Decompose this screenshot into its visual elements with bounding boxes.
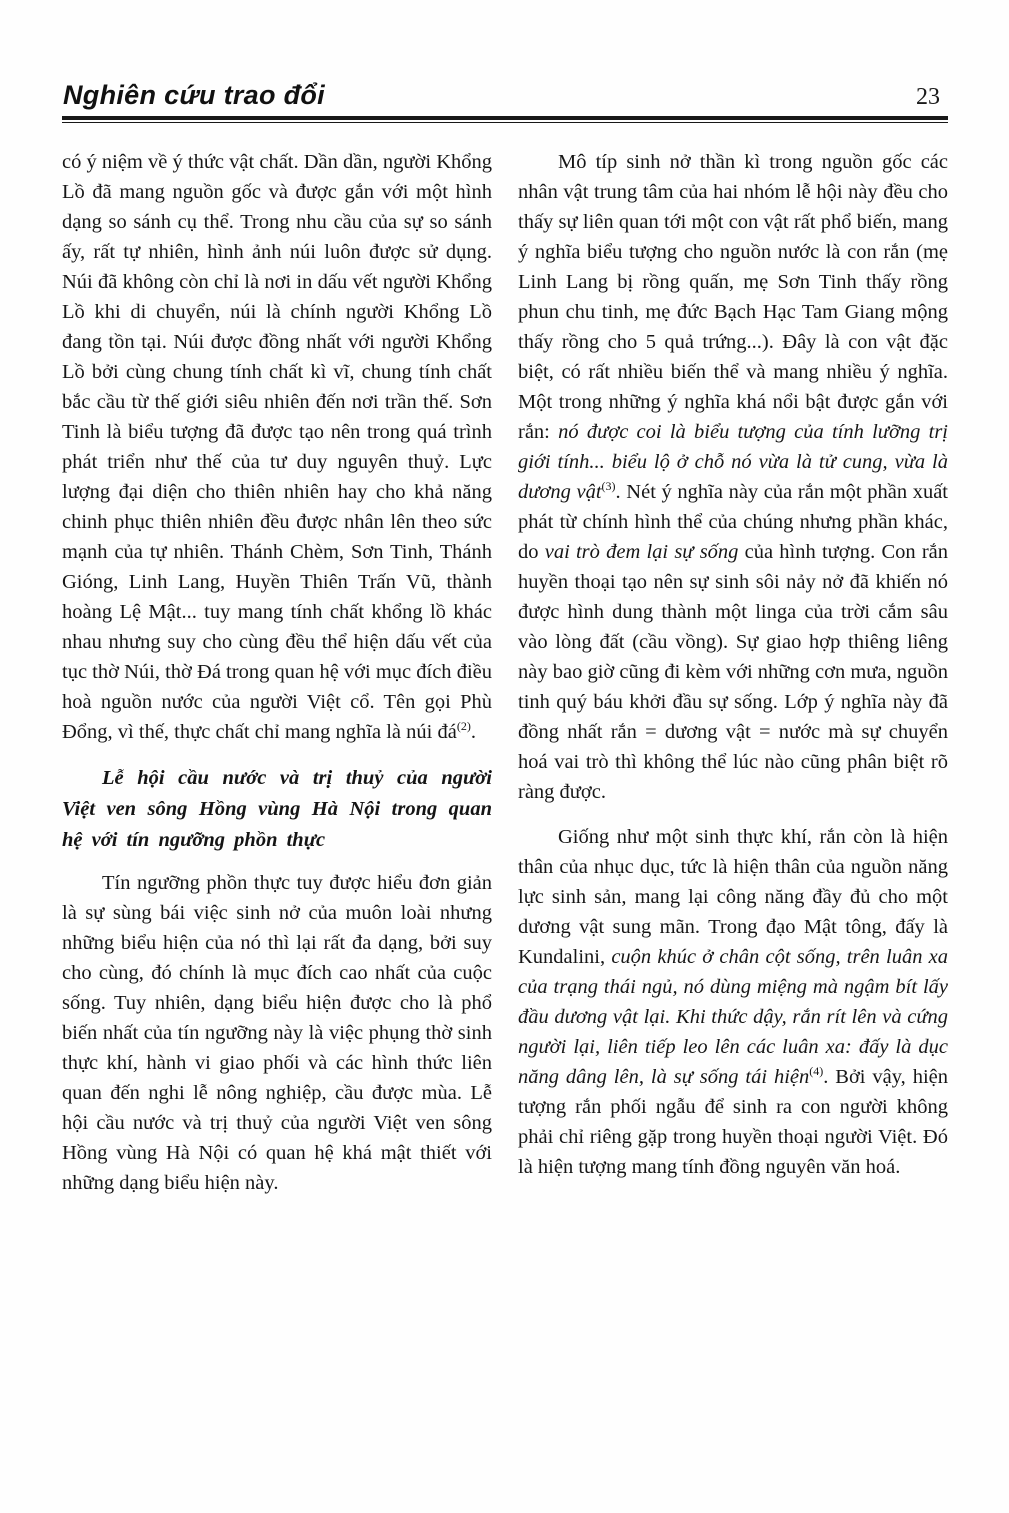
text-segment: có ý niệm về ý thức vật chất. Dần dần, người Khổng Lồ đã mang nguồn gốc và được gắn với một hình dạng so sánh cụ thể. Trong nhu cầu của sự so sánh ấy, rất tự nhiên, hình ảnh núi luôn được sử dụng. Núi đã không còn chỉ là nơi in dấu vết người Khổng Lồ khi di chuyển, núi là chính người Khổng Lồ đang tồn tại. Núi được đồng nhất với người Khổng Lồ bởi cùng chung tính chất kì vĩ, chung tính chất bắc cầu từ thế giới siêu nhiên đến nơi trần thế. Sơn Tinh là biểu tượng đã được tạo nên trong quá trình phát triển như thế của tư duy nguyên thuỷ. Lực lượng đại diện cho thiên nhiên hay cho khả năng chinh phục thiên nhiên đều được nhân lên theo sức mạnh của tự nhiên. Thánh Chèm, Sơn Tinh, Thánh Gióng, Linh Lang, Huyền Thiên Trấn Vũ, thành hoàng Lệ Mật... tuy mang tính chất khổng lồ khác nhau nhưng suy cho cùng đều thể hiện dấu vết của tục thờ Núi, thờ Đá trong quan hệ với mục đích điều hoà nguồn nước của người Việt cổ. Tên gọi Phù Đổng, vì thế, thực chất chỉ mang nghĩa là núi đá	[62, 151, 492, 743]
footnote-marker-2: (2)	[456, 719, 471, 734]
footnote-marker-4: (4)	[809, 1064, 824, 1079]
text-segment: . Nét ý nghĩa này của rắn một phần xuất phát từ chính hình thể của chúng nhưng phần khác, do	[518, 481, 948, 563]
quoted-italic-text: vai trò đem lại sự sống	[544, 541, 739, 563]
text-segment: của hình tượng. Con rắn huyền thoại tạo nên sự sinh sôi nảy nở đã khiến nó được hình dung thành một linga của trời cắm sâu vào lòng đất (cầu vồng). Sự giao hợp thiêng liêng này bao giờ cũng đi kèm với những cơn mưa, nguồn tinh quý báu khởi đầu sự sống. Lớp ý nghĩa này đã đồng nhất rắn = dương vật = nước mà sự chuyển hoá vai trò thì không thể lúc nào cũng phân biệt rõ ràng được.	[518, 541, 949, 803]
running-head-title: Nghiên cứu trao đổi	[63, 80, 325, 110]
text-segment: . Bởi vậy, hiện tượng rắn phối ngẫu để sinh ra con người không phải chỉ riêng gặp trong huyền thoại người Việt. Đó là hiện tượng mang tính đồng nguyên văn hoá.	[518, 1066, 948, 1178]
footnote-marker-3: (3)	[601, 479, 616, 494]
section-heading: Lễ hội cầu nước và trị thuỷ của người Việt ven sông Hồng vùng Hà Nội trong quan hệ với tín ngưỡng phồn thực	[62, 767, 492, 851]
paragraph-continuation	[62, 147, 492, 747]
page-number: 23	[916, 84, 940, 110]
text-segment: .	[470, 721, 476, 743]
text-segment: Giống như một sinh thực khí, rắn còn là hiện thân của nhục dục, tức là hiện thân của nguồn năng lực sinh sản, mang lại công năng đầy đủ cho một dương vật sung mãn. Trong đạo Mật tông, đấy là Kundalini,	[518, 826, 948, 968]
quoted-italic-text: nó được coi là biểu tượng của tính lưỡng trị giới tính... biểu lộ ở chỗ nó vừa là tử cung, vừa là dương vật	[518, 421, 948, 503]
right-column	[518, 147, 948, 1198]
paragraph: Tín ngưỡng phồn thực tuy được hiểu đơn giản là sự sùng bái việc sinh nở của muôn loài nhưng những biểu hiện của nó thì lại rất đa dạng, bởi suy cho cùng, đó chính là mục đích cao nhất của cuộc sống. Tuy nhiên, dạng biểu hiện được cho là phổ biến nhất của tín ngưỡng này là việc phụng thờ sinh thực khí, hành vi giao phối và các hình thức liên quan đến nghi lễ nông nghiệp, cầu được mùa. Lễ hội cầu nước và trị thuỷ của người Việt ven sông Hồng vùng Hà Nội có quan hệ khá mật thiết với những dạng biểu hiện này.	[62, 872, 492, 1194]
text-segment: Mô típ sinh nở thần kì trong nguồn gốc các nhân vật trung tâm của hai nhóm lễ hội này đều cho thấy sự liên quan tới một con vật rất phổ biến, mang ý nghĩa biểu tượng cho nguồn nước là con rắn (mẹ Linh Lang bị rồng quấn, mẹ Sơn Tinh thấy rồng phun chu tinh, mẹ đức Bạch Hạc Tam Giang mộng thấy rồng cho 5 quả trứng...). Đây là con vật đặc biệt, có rất nhiều biến thể và mang nhiều ý nghĩa. Một trong những ý nghĩa khá nổi bật được gắn với rắn:	[518, 151, 948, 443]
header-rule-divider	[62, 116, 948, 123]
two-column-body	[62, 147, 948, 1198]
left-column	[62, 147, 492, 1198]
paragraph	[518, 822, 948, 1182]
quoted-italic-text: cuộn khúc ở chân cột sống, trên luân xa của trạng thái ngủ, nó dùng miệng mà ngậm bít lấy đầu dương vật lại. Khi thức dậy, rắn rít lên và cứng người lại, liên tiếp leo lên các luân xa: đấy là dục năng dâng lên, là sự sống tái hiện	[518, 946, 948, 1088]
paragraph	[518, 147, 948, 807]
